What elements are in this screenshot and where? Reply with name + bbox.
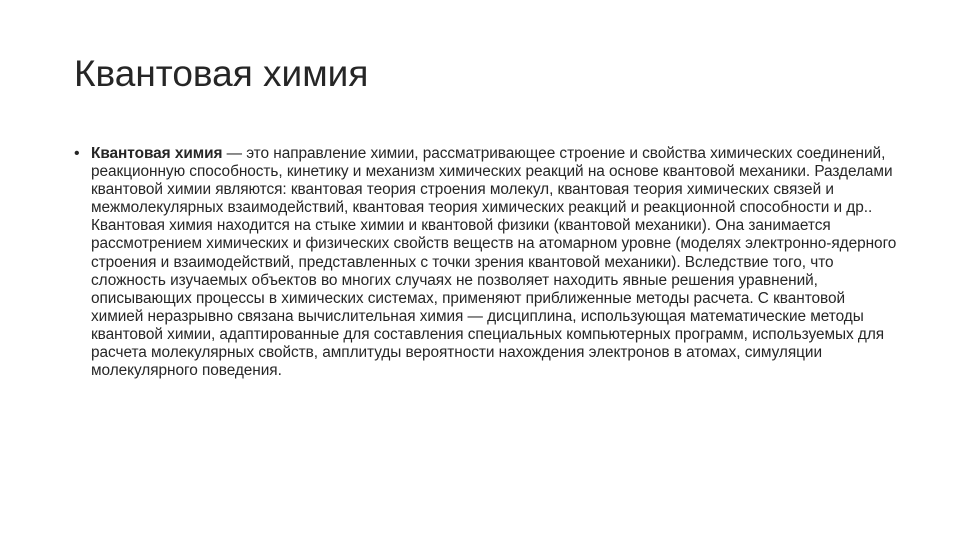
slide-title: Квантовая химия (74, 53, 369, 94)
bullet-item (74, 145, 898, 380)
bullet-term: Квантовая химия (91, 145, 223, 162)
bullet-body-text: — это направление химии, рассматривающее строение и свойства химических соединений, реакционную способность, кинетику и механизм химических реакций на основе квантовой механики. Разделами квантовой химии являются: квантовая теория строения молекул, квантовая теория химических связей и межмолекулярных взаимодействий, квантовая теория химических реакций и реакционной способности и др.. Квантовая химия находится на стыке химии и квантовой физики (квантовой механики). Она занимается рассмотрением химических и физических свойств веществ на атомарном уровне (моделях электронно-ядерного строения и взаимодействий, представленных с точки зрения квантовой механики). Вследствие того, что сложность изучаемых объектов во многих случаях не позволяет находить явные решения уравнений, описывающих процессы в химических системах, применяют приближенные методы расчета. С квантовой химией неразрывно связана вычислительная химия — дисциплина, использующая математические методы квантовой химии, адаптированные для составления специальных компьютерных программ, используемых для расчета молекулярных свойств, амплитуды вероятности нахождения электронов в атомах, симуляции молекулярного поведения. (91, 145, 897, 380)
bullet-marker: • (74, 145, 80, 162)
bullet-paragraph (91, 145, 898, 380)
